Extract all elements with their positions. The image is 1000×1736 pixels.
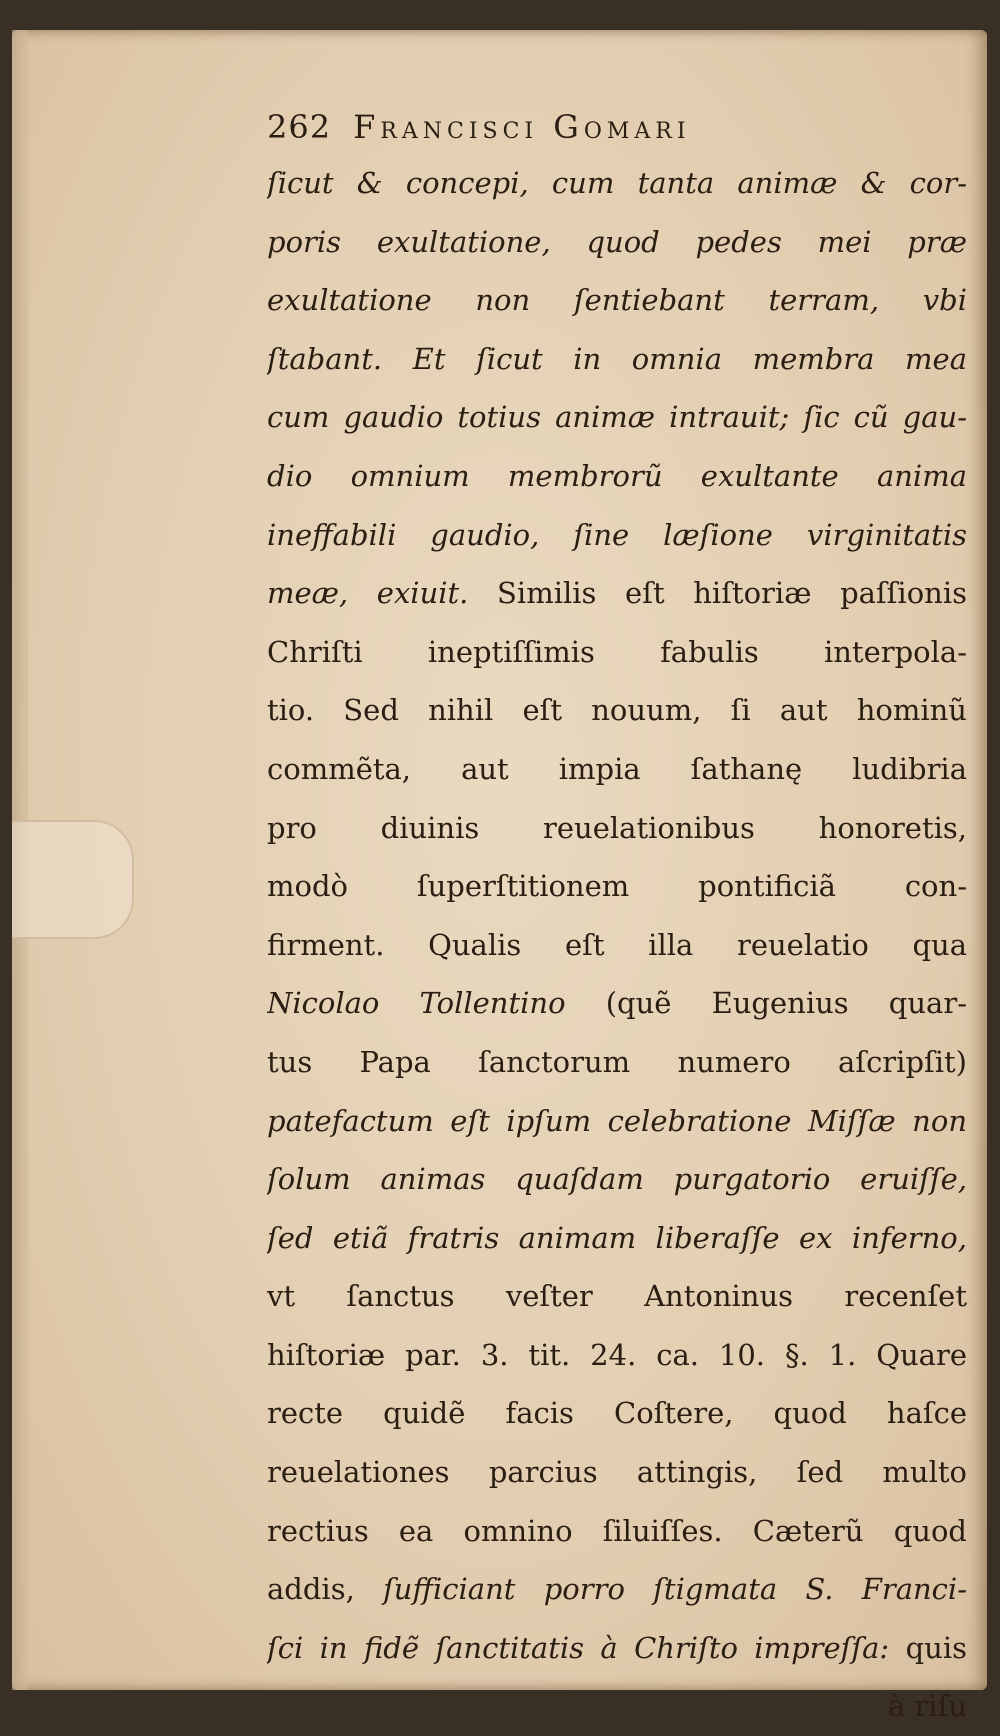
- italic-text: Nicolao Tollentino: [267, 986, 566, 1021]
- text-line: [267, 506, 967, 565]
- italic-text: meæ, exiuit.: [267, 576, 469, 611]
- text-line: [267, 154, 967, 213]
- italic-text: ſicut & concepi, cum tanta animæ & cor-: [267, 166, 967, 200]
- roman-text: addis,: [267, 1572, 384, 1607]
- roman-text: reuelationes parcius attingis, ſed multo: [267, 1455, 967, 1490]
- roman-text: Similis eſt hiſtoriæ paſſionis: [468, 576, 967, 611]
- text-line: [267, 799, 967, 858]
- italic-text: ſed etiã fratris animam liberaſſe ex inferno,: [267, 1220, 967, 1255]
- text-line: [267, 1443, 967, 1502]
- text-line: [267, 213, 967, 272]
- roman-text: (quẽ Eugenius quar-: [565, 986, 967, 1021]
- italic-text: ſtabant. Et ſicut in omnia membra mea: [267, 341, 967, 376]
- text-line: [267, 974, 967, 1033]
- text-line: [267, 1326, 967, 1385]
- text-line: [267, 1267, 967, 1326]
- roman-text: commẽta, aut impia ſathanę ludibria: [267, 751, 967, 786]
- italic-text: poris exultatione, quod pedes mei præ: [267, 224, 967, 259]
- page-header: [267, 108, 967, 146]
- text-line: [267, 1560, 967, 1619]
- text-line: [267, 388, 967, 447]
- text-line: [267, 1619, 967, 1678]
- text-line: [267, 330, 967, 389]
- catchword: [267, 1677, 967, 1736]
- book-page: [12, 30, 987, 1724]
- text-line: [267, 623, 967, 682]
- text-line: [267, 1502, 967, 1561]
- text-line: [267, 271, 967, 330]
- text-line: [267, 857, 967, 916]
- text-line: [267, 681, 967, 740]
- roman-text: Chriſti ineptiſſimis fabulis interpola-: [267, 634, 967, 669]
- roman-text: tus Papa ſanctorum numero aſcripſit): [267, 1044, 967, 1079]
- text-line: [267, 916, 967, 975]
- page-tab-marker: [12, 820, 134, 939]
- roman-text: recte quidẽ facis Coſtere, quod haſce: [267, 1396, 967, 1431]
- text-line: [267, 1033, 967, 1092]
- text-line: [267, 740, 967, 799]
- italic-text: ſufficiant porro ſtigmata S. Franci-: [383, 1572, 967, 1607]
- text-line: [267, 447, 967, 506]
- roman-text: rectius ea omnino ſiluiſſes. Cæterũ quod: [267, 1513, 967, 1548]
- running-head: Francisci Gomari: [353, 108, 691, 146]
- roman-text: vt ſanctus veſter Antoninus recenſet: [267, 1279, 967, 1314]
- catchword-text: à riſu: [887, 1689, 967, 1724]
- text-block: [267, 108, 967, 1736]
- roman-text: firment. Qualis eſt illa reuelatio qua: [267, 927, 967, 962]
- italic-text: patefactum eſt ipſum celebratione Miſſæ non: [267, 1103, 967, 1138]
- roman-text: pro diuinis reuelationibus honoretis,: [267, 810, 967, 845]
- italic-text: ſolum animas quaſdam purgatorio eruiſſe,: [267, 1162, 967, 1197]
- roman-text: hiſtoriæ par. 3. tit. 24. ca. 10. §. 1. Quare: [267, 1337, 967, 1372]
- italic-text: dio omnium membrorũ exultante anima: [267, 458, 967, 493]
- text-line: [267, 1209, 967, 1268]
- italic-text: cum gaudio totius animæ intrauit; ſic cũ gau-: [267, 400, 967, 435]
- text-line: [267, 564, 967, 623]
- roman-text: quis: [889, 1630, 967, 1665]
- roman-text: modò ſuperſtitionem pontificiã con-: [267, 869, 967, 904]
- italic-text: ſci in fidẽ ſanctitatis à Chriſto impreſſa:: [267, 1630, 890, 1665]
- italic-text: ineffabili gaudio, ſine læſione virginitatis: [267, 517, 967, 552]
- text-line: [267, 1384, 967, 1443]
- italic-text: exultatione non ſentiebant terram, vbi: [267, 283, 967, 318]
- text-line: [267, 1150, 967, 1209]
- roman-text: tio. Sed nihil eſt nouum, ſi aut hominũ: [267, 693, 967, 728]
- page-number: 262: [267, 108, 332, 146]
- text-line: [267, 1092, 967, 1151]
